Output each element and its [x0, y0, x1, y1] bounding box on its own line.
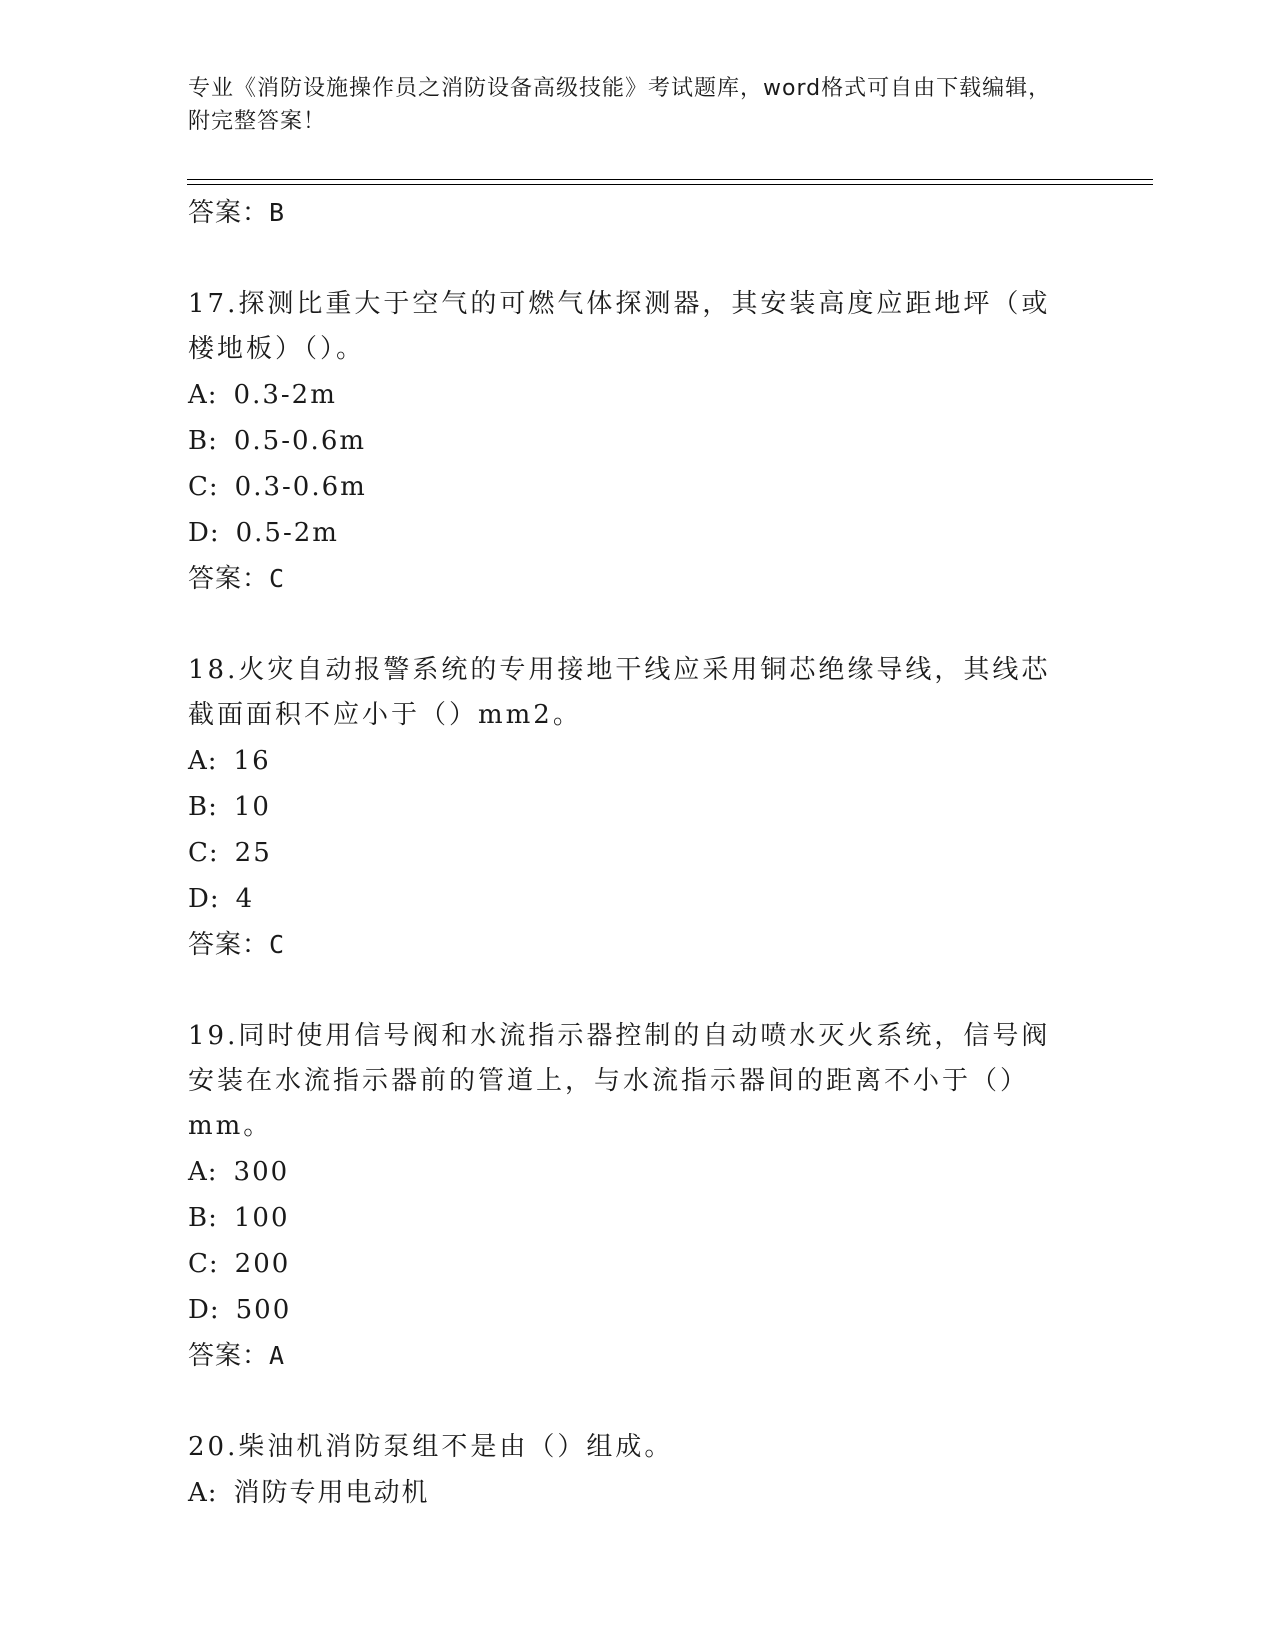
- option-key: A:: [188, 1157, 218, 1187]
- option-d: [188, 1287, 1088, 1333]
- answer-line: [188, 922, 1088, 968]
- option-a: [188, 738, 1088, 784]
- option-b: [188, 784, 1088, 830]
- option-key: B:: [188, 1203, 218, 1233]
- option-value: 0.5-0.6m: [233, 426, 367, 456]
- document-header: 专业《消防设施操作员之消防设备高级技能》考试题库，word格式可自由下载编辑，附完整答案！: [188, 76, 1052, 134]
- question-body: 探测比重大于空气的可燃气体探测器，其安装高度应距地坪（或楼地板）（）。: [188, 289, 1051, 364]
- option-value: 300: [233, 1157, 290, 1187]
- option-key: A:: [188, 1478, 218, 1508]
- answer-label: 答案：: [188, 1341, 270, 1371]
- question-number: 18.: [188, 655, 239, 685]
- option-value: 消防专用电动机: [233, 1478, 430, 1508]
- answer-value: C: [269, 564, 286, 593]
- header-rule-thin: [187, 184, 1153, 185]
- answer-value: A: [269, 1341, 286, 1370]
- option-value: 4: [235, 884, 255, 914]
- option-key: D:: [188, 884, 220, 914]
- question-number: 17.: [188, 289, 239, 319]
- question-text: [188, 648, 1068, 738]
- answer-line: [188, 1333, 1088, 1379]
- option-value: 25: [234, 838, 272, 868]
- option-a: [188, 1149, 1088, 1195]
- question-17: [188, 282, 1088, 602]
- option-d: [188, 510, 1088, 556]
- option-key: D:: [188, 1295, 220, 1325]
- answer-line: [188, 556, 1088, 602]
- option-d: [188, 876, 1088, 922]
- option-c: [188, 464, 1088, 510]
- option-key: D:: [188, 518, 220, 548]
- question-text: [188, 1425, 1068, 1470]
- option-value: 0.3-2m: [233, 380, 337, 410]
- option-value: 200: [234, 1249, 291, 1279]
- option-b: [188, 1195, 1088, 1241]
- option-value: 0.3-0.6m: [234, 472, 367, 502]
- option-key: C:: [188, 472, 219, 502]
- answer-label: 答案：: [188, 564, 270, 594]
- question-19: [188, 1014, 1088, 1379]
- answer-value: B: [269, 198, 286, 227]
- option-value: 10: [233, 792, 271, 822]
- option-key: A:: [188, 746, 218, 776]
- option-value: 0.5-2m: [235, 518, 339, 548]
- option-a: [188, 372, 1088, 418]
- question-number: 19.: [188, 1021, 239, 1051]
- header-rule-thick: [187, 179, 1153, 180]
- option-c: [188, 830, 1088, 876]
- answer-value: C: [269, 930, 286, 959]
- answer-label: 答案：: [188, 198, 270, 228]
- option-key: A:: [188, 380, 218, 410]
- option-value: 16: [233, 746, 271, 776]
- option-value: 500: [235, 1295, 292, 1325]
- question-body: 柴油机消防泵组不是由（）组成。: [238, 1432, 674, 1462]
- question-body: 同时使用信号阀和水流指示器控制的自动喷水灭火系统，信号阀安装在水流指示器前的管道上，与水流指示器间的距离不小于（）mm。: [188, 1021, 1051, 1141]
- option-value: 100: [233, 1203, 290, 1233]
- option-c: [188, 1241, 1088, 1287]
- option-a: [188, 1470, 1088, 1516]
- question-text: [188, 282, 1068, 372]
- option-key: B:: [188, 792, 218, 822]
- option-b: [188, 418, 1088, 464]
- question-number: 20.: [188, 1432, 239, 1462]
- option-key: C:: [188, 838, 219, 868]
- question-20: [188, 1425, 1088, 1516]
- option-key: C:: [188, 1249, 219, 1279]
- answer-line: [188, 190, 1088, 236]
- answer-label: 答案：: [188, 930, 270, 960]
- question-text: [188, 1014, 1068, 1149]
- option-key: B:: [188, 426, 218, 456]
- question-body: 火灾自动报警系统的专用接地干线应采用铜芯绝缘导线，其线芯截面面积不应小于（）mm2。: [188, 655, 1051, 730]
- document-body: [188, 190, 1088, 1516]
- question-18: [188, 648, 1088, 968]
